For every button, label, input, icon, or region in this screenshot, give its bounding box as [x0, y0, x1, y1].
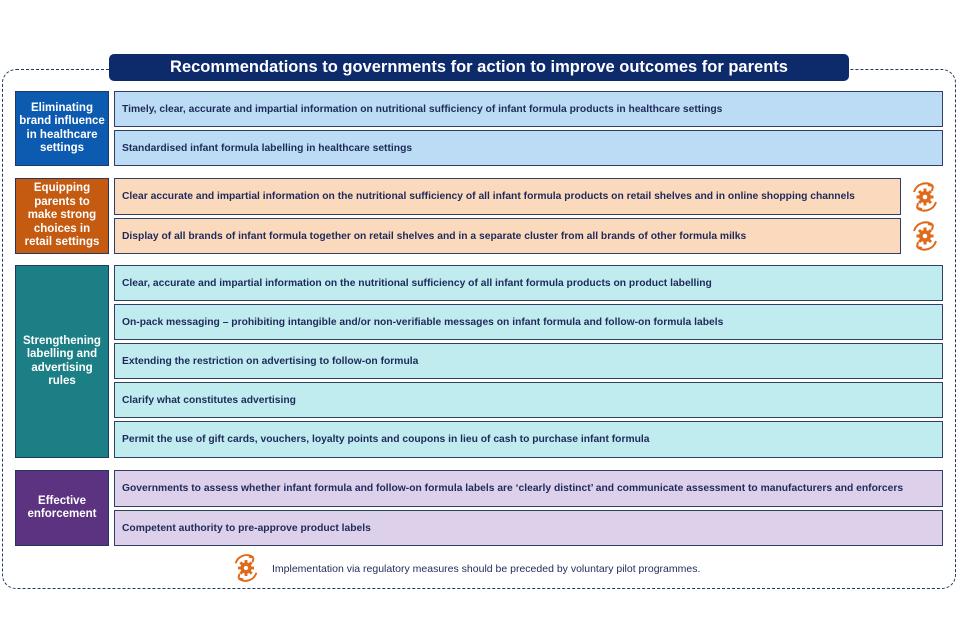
- category-retail: Equipping parents to make strong choices in retail settings: [15, 178, 109, 254]
- gear-cycle-icon: [230, 552, 262, 584]
- recommendation-row: Permit the use of gift cards, vouchers, loyalty points and coupons in lieu of cash to purchase infant formula: [114, 421, 943, 458]
- recommendation-row: Timely, clear, accurate and impartial information on nutritional sufficiency of infant formula products in healthcare settings: [114, 91, 943, 127]
- gear-cycle-icon: [908, 219, 942, 253]
- recommendation-row: Clear, accurate and impartial information on the nutritional sufficiency of all infant formula products on product labelling: [114, 265, 943, 301]
- category-healthcare: Eliminating brand influence in healthcare settings: [15, 91, 109, 166]
- recommendation-row: Extending the restriction on advertising to follow-on formula: [114, 343, 943, 379]
- recommendation-row: Governments to assess whether infant formula and follow-on formula labels are ‘clearly distinct’ and communicate assessment to manufacturers and enforcers: [114, 470, 943, 507]
- gear-cycle-icon: [908, 180, 942, 214]
- recommendation-row: Clear accurate and impartial information on the nutritional sufficiency of all infant formula products on retail shelves and in online shopping channels: [114, 178, 901, 215]
- recommendation-row: Clarify what constitutes advertising: [114, 382, 943, 418]
- footnote: Implementation via regulatory measures should be preceded by voluntary pilot programmes.: [272, 563, 701, 575]
- recommendation-row: On-pack messaging – prohibiting intangible and/or non-verifiable messages on infant formula and follow-on formula labels: [114, 304, 943, 340]
- recommendation-row: Standardised infant formula labelling in healthcare settings: [114, 130, 943, 166]
- diagram-title: Recommendations to governments for action to improve outcomes for parents: [109, 54, 849, 81]
- category-labelling: Strengthening labelling and advertising rules: [15, 265, 109, 458]
- recommendation-row: Display of all brands of infant formula together on retail shelves and in a separate cluster from all brands of other formula milks: [114, 218, 901, 254]
- recommendation-row: Competent authority to pre-approve product labels: [114, 510, 943, 546]
- category-enforcement: Effective enforcement: [15, 470, 109, 546]
